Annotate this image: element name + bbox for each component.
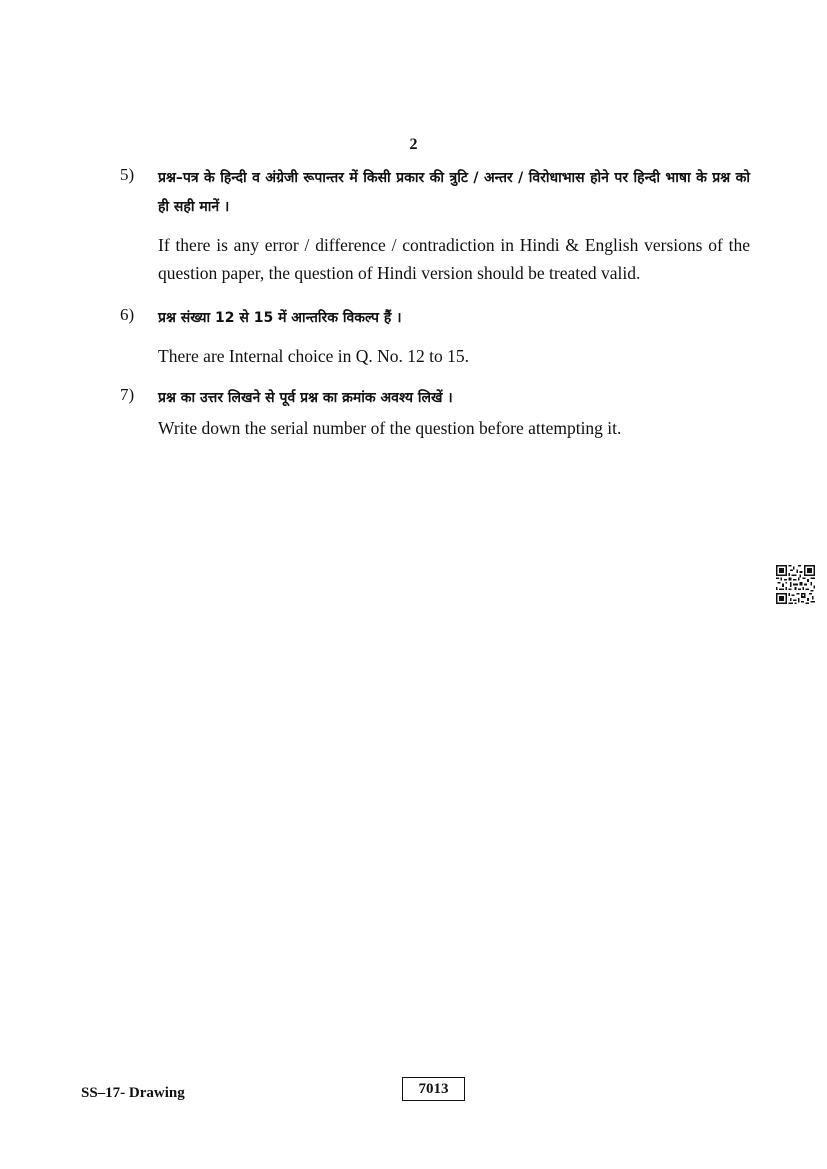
paper-number-box: 7013	[402, 1077, 465, 1101]
paper-code: SS–17- Drawing	[81, 1085, 185, 1101]
instruction-hindi-text: प्रश्न का उत्तर लिखने से पूर्व प्रश्न का क्रमांक अवश्य लिखें ।	[158, 390, 453, 406]
instruction-number: 5)	[120, 165, 135, 184]
qr-code-icon	[776, 565, 815, 604]
page-number: 2	[409, 136, 418, 153]
instruction-hindi-text: प्रश्न–पत्र के हिन्दी व अंग्रेजी रूपान्तर में किसी प्रकार की त्रुटि / अन्तर / विरोधाभास होने पर हिन्दी भाषा के प्रश्न को ही सही मानें ।	[158, 170, 750, 215]
instruction-hindi-text: प्रश्न संख्या 12 से 15 में आन्तरिक विकल्प हैं ।	[158, 310, 402, 326]
instruction-number: 6)	[120, 305, 135, 324]
instruction-english-text: If there is any error / difference / contradiction in Hindi & English versions of the question paper, the question of Hindi version should be treated valid.	[158, 235, 750, 283]
instruction-english-text: Write down the serial number of the question before attempting it.	[158, 418, 622, 438]
instruction-number: 7)	[120, 385, 135, 404]
instruction-english-text: There are Internal choice in Q. No. 12 to 15.	[158, 346, 469, 366]
